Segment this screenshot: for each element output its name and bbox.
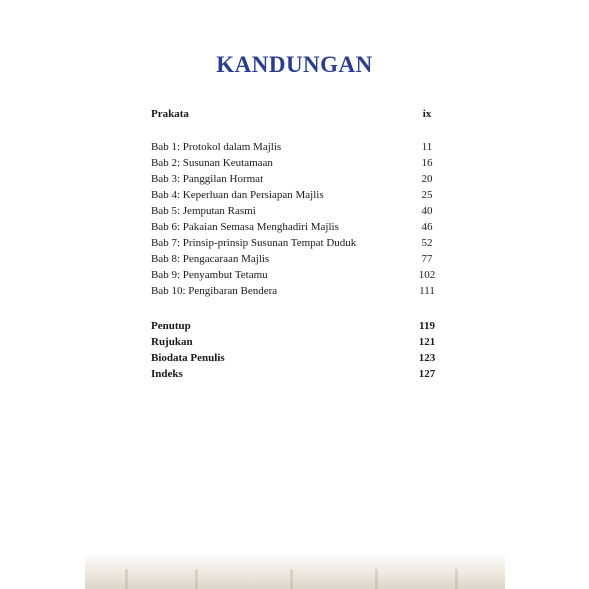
toc-entry-chapter-4[interactable] [151, 187, 441, 203]
toc-entry-label: Bab 7: Prinsip-prinsip Susunan Tempat Duduk [151, 237, 357, 249]
toc-entry-label: Rujukan [151, 336, 193, 348]
toc-entry-chapter-5[interactable] [151, 203, 441, 219]
toc-entry-page: 123 [418, 352, 436, 364]
toc-entry-label: Penutup [151, 320, 191, 332]
toc-entry-page: 127 [418, 368, 436, 380]
toc-entry-page: 102 [418, 269, 436, 281]
toc-entry-penutup[interactable] [151, 318, 441, 334]
toc-entry-chapter-10[interactable] [151, 283, 441, 299]
toc-entry-label: Bab 6: Pakaian Semasa Menghadiri Majlis [151, 221, 339, 233]
toc-entry-label: Biodata Penulis [151, 352, 225, 364]
toc-entry-chapter-3[interactable] [151, 171, 441, 187]
toc-entry-page: ix [422, 108, 432, 120]
toc-entry-label: Bab 5: Jemputan Rasmi [151, 205, 256, 217]
toc-entry-page: 16 [421, 157, 433, 169]
toc-entry-chapter-8[interactable] [151, 251, 441, 267]
toc-entry-label: Bab 3: Panggilan Hormat [151, 173, 264, 185]
toc-entry-label: Bab 4: Keperluan dan Persiapan Majlis [151, 189, 324, 201]
toc-entry-chapter-2[interactable] [151, 155, 441, 171]
toc-entry-page: 20 [421, 173, 433, 185]
chapters-section [151, 139, 441, 299]
toc-entry-biodata-penulis[interactable] [151, 350, 441, 366]
toc-entry-chapter-9[interactable] [151, 267, 441, 283]
toc-entry-page: 111 [419, 285, 435, 297]
toc-entry-page: 40 [421, 205, 433, 217]
toc-entry-page: 77 [421, 253, 433, 265]
toc-entry-indeks[interactable] [151, 366, 441, 382]
toc-entry-page: 121 [418, 336, 436, 348]
toc-entry-page: 11 [421, 141, 433, 153]
toc-entry-label: Prakata [151, 108, 189, 120]
toc-entry-label: Bab 8: Pengacaraan Majlis [151, 253, 270, 265]
page-title: KANDUNGAN [216, 52, 373, 77]
toc-entry-label: Indeks [151, 368, 183, 380]
preface-section [151, 106, 441, 122]
toc-entry-page: 25 [421, 189, 433, 201]
toc-entry-label: Bab 9: Penyambut Tetamu [151, 269, 268, 281]
back-matter-section [151, 318, 441, 382]
toc-entry-chapter-7[interactable] [151, 235, 441, 251]
toc-entry-preface[interactable] [151, 106, 441, 122]
toc-entry-page: 52 [421, 237, 433, 249]
toc-entry-page: 46 [421, 221, 433, 233]
toc-entry-label: Bab 2: Susunan Keutamaan [151, 157, 273, 169]
toc-entry-chapter-1[interactable] [151, 139, 441, 155]
toc-entry-chapter-6[interactable] [151, 219, 441, 235]
toc-entry-label: Bab 1: Protokol dalam Majlis [151, 141, 282, 153]
toc-entry-rujukan[interactable] [151, 334, 441, 350]
toc-entry-page: 119 [419, 320, 435, 332]
toc-entry-label: Bab 10: Pengibaran Bendera [151, 285, 278, 297]
footer-background-photo [85, 552, 505, 589]
